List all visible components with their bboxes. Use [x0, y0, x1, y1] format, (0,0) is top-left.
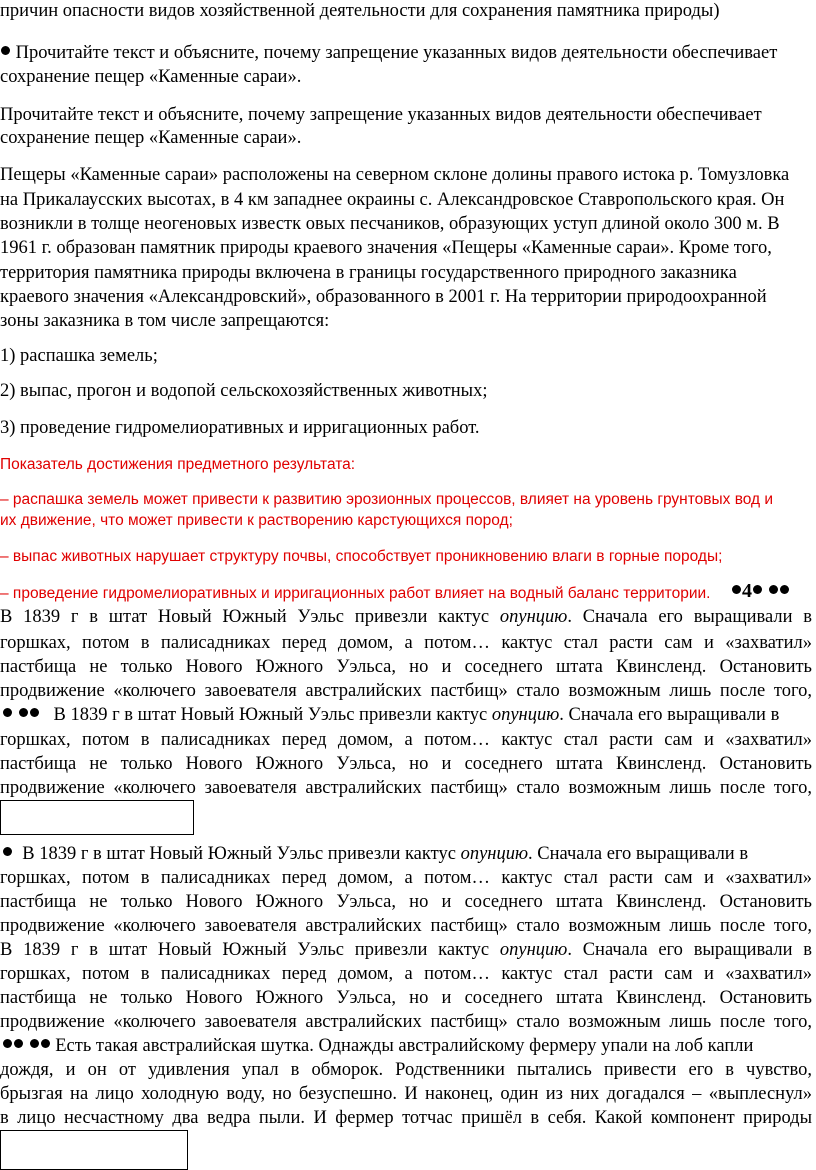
paragraph-line: горшках, потом в палисадниках перед домом, а потом… кактус стал расти сам и «захватил»	[0, 868, 812, 888]
text-line: 1961 г. образован памятник природы краевого значения «Пещеры «Каменные сараи». Кроме того,	[0, 238, 772, 258]
answer-box[interactable]	[0, 800, 194, 835]
bullet-icon	[753, 585, 762, 594]
paragraph-line: Есть такая австралийская шутка. Однажды австралийскому фермеру упали на лоб капли	[2, 1035, 753, 1057]
bullet-line	[0, 42, 777, 64]
bullet-icon	[30, 1039, 39, 1048]
bullet-icon	[769, 585, 778, 594]
paragraph-line: пастбища не только Нового Южного Уэльса, но и соседнего штата Квинсленд. Остановить	[0, 892, 812, 912]
bullet-icon	[3, 1039, 12, 1048]
text-line: сохранение пещер «Каменные сараи».	[0, 128, 302, 148]
result-heading: Показатель достижения предметного результата:	[0, 456, 356, 473]
text-line: причин опасности видов хозяйственной деятельности для сохранения памятника природы)	[0, 1, 720, 21]
bullet-icon	[1, 46, 10, 55]
paragraph-line: В 1839 г в штат Новый Южный Уэльс привезли кактус опунцию. Сначала его выращивали в	[2, 843, 748, 865]
bullet-icon	[3, 847, 12, 856]
text-line: Пещеры «Каменные сараи» расположены на северном склоне долины правого истока р. Томузловка	[0, 165, 790, 185]
paragraph-line: В 1839 г в штат Новый Южный Уэльс привезли кактус опунцию. Сначала его выращивали в	[2, 704, 779, 726]
list-item: 1) распашка земель;	[0, 346, 158, 366]
result-line: – проведение гидромелиоративных и ирригационных работ влияет на водный баланс территории.	[0, 585, 711, 602]
paragraph-line: пастбища не только Нового Южного Уэльса, но и соседнего штата Квинсленд. Остановить	[0, 754, 812, 774]
answer-box[interactable]	[0, 1130, 188, 1170]
result-line: – распашка земель может привести к развитию эрозионных процессов, влияет на уровень грунтовых вод и	[0, 491, 774, 508]
paragraph-line: горшках, потом в палисадниках перед домом, а потом… кактус стал расти сам и «захватил»	[0, 633, 812, 653]
text-line: возникли в толще неогеновых известк овых песчаников, образующих уступ длиной около 300 м. В	[0, 214, 780, 234]
paragraph-line: продвижение «колючего завоевателя австралийских пастбищ» стало возможным лишь после того,	[0, 1012, 812, 1032]
task-number: 4	[731, 580, 790, 603]
result-line: – выпас животных нарушает структуру почвы, способствует проникновению влаги в горные породы;	[0, 548, 723, 565]
paragraph-line: пастбища не только Нового Южного Уэльса, но и соседнего штата Квинсленд. Остановить	[0, 657, 812, 677]
paragraph-line: продвижение «колючего завоевателя австралийских пастбищ» стало возможным лишь после того,	[0, 778, 812, 798]
paragraph-line: горшках, потом в палисадниках перед домом, а потом… кактус стал расти сам и «захватил»	[0, 964, 812, 984]
paragraph-line: в лицо несчастному два ведра пыли. И фермер тотчас пришёл в себя. Какой компонент природы	[0, 1108, 812, 1128]
bullet-icon	[732, 585, 741, 594]
bullet-icon	[41, 1039, 50, 1048]
bullet-icon	[3, 708, 12, 717]
list-item: 2) выпас, прогон и водопой сельскохозяйственных животных;	[0, 381, 488, 401]
paragraph-line: дождя, и он от удивления упал в обморок. Родственники пытались привести его в чувство,	[0, 1060, 812, 1080]
paragraph-line: В 1839 г в штат Новый Южный Уэльс привезли кактус опунцию. Сначала его выращивали в	[0, 607, 812, 627]
paragraph-line: продвижение «колючего завоевателя австралийских пастбищ» стало возможным лишь после того,	[0, 681, 812, 701]
paragraph-line: горшках, потом в палисадниках перед домом, а потом… кактус стал расти сам и «захватил»	[0, 730, 812, 750]
text-line: сохранение пещер «Каменные сараи».	[0, 67, 302, 87]
paragraph-line: пастбища не только Нового Южного Уэльса, но и соседнего штата Квинсленд. Остановить	[0, 988, 812, 1008]
list-item: 3) проведение гидромелиоративных и ирригационных работ.	[0, 418, 480, 438]
text-line: на Прикалаусских высотах, в 4 км западнее окраины с. Александровское Ставропольского края. Он	[0, 190, 785, 210]
text-line: Прочитайте текст и объясните, почему запрещение указанных видов деятельности обеспечивает	[0, 105, 762, 125]
text-line: краевого значения «Александровский», образованного в 2001 г. На территории природоохранной	[0, 287, 767, 307]
text-line: территория памятника природы включена в границы государственного природного заказника	[0, 263, 737, 283]
text-line: Прочитайте текст и объясните, почему запрещение указанных видов деятельности обеспечивает	[15, 43, 778, 63]
bullet-icon	[780, 585, 789, 594]
bullet-icon	[30, 708, 39, 717]
paragraph-line: В 1839 г в штат Новый Южный Уэльс привезли кактус опунцию. Сначала его выращивали в	[0, 940, 812, 960]
bullet-icon	[14, 1039, 23, 1048]
paragraph-line: брызгая на лицо холодную воду, но безуспешно. И наконец, один из них догадался – «выплеснул»	[0, 1084, 812, 1104]
result-line: их движение, что может привести к растворению карстующихся пород;	[0, 512, 513, 529]
text-line: зоны заказника в том числе запрещаются:	[0, 311, 330, 331]
paragraph-line: продвижение «колючего завоевателя австралийских пастбищ» стало возможным лишь после того,	[0, 916, 812, 936]
bullet-icon	[19, 708, 28, 717]
